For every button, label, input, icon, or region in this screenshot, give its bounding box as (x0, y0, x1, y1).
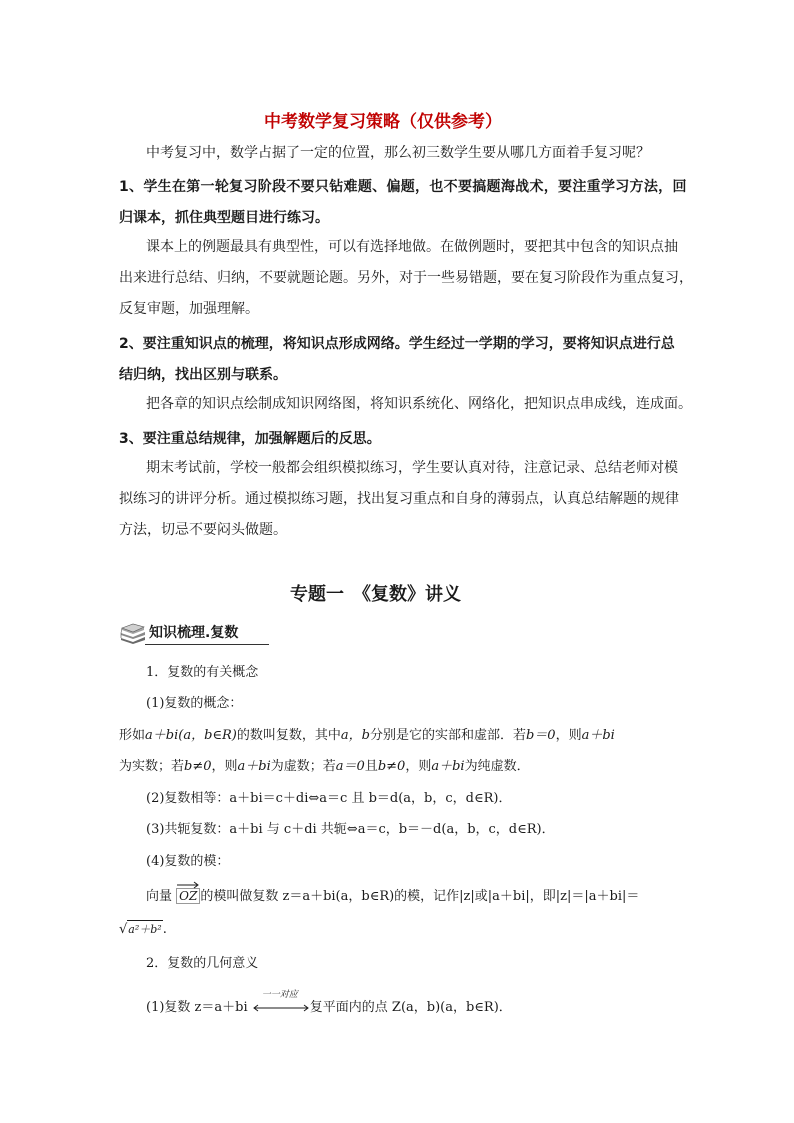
section-label: 知识梳理.复数 (149, 625, 239, 641)
text-span: ，则 (405, 759, 432, 774)
point-2-heading-line-1: 2、要注重知识点的梳理，将知识点形成网络。学生经过一学期的学习，要将知识点进行总 (119, 336, 675, 352)
concept-2: (2)复数相等：a＋bi＝c＋di⇔a＝c 且 b＝d(a，b，c，d∈R)． (146, 791, 512, 806)
math-span: b≠0 (377, 759, 406, 774)
modulus-sqrt-line (119, 920, 167, 937)
math-span: a＋bi (431, 759, 465, 774)
topic-title: 专题一 《复数》讲义 (290, 584, 461, 605)
text-span: 为实数；若 (119, 759, 185, 774)
heading-2: 2．复数的几何意义 (146, 956, 259, 971)
page-title: 中考数学复习策略（仅供参考） (264, 112, 502, 132)
text-span: 为纯虚数． (464, 759, 530, 774)
concept-3: (3)共轭复数：a＋bi 与 c＋di 共轭⇔a＝c，b＝－d(a，b，c，d∈R)． (146, 822, 555, 837)
point-1-body-line-2: 出来进行总结、归纳，不要就题论题。另外，对于一些易错题，要在复习阶段作为重点复习， (119, 270, 693, 286)
text-span: 为虚数；若 (270, 759, 336, 774)
correspondence-arrow (252, 989, 310, 1014)
intro-paragraph: 中考复习中，数学占据了一定的位置，那么初三数学生要从哪几方面着手复习呢？ (146, 145, 650, 161)
vector-arrow-icon (176, 881, 200, 889)
point-1-heading-line-2: 归课本，抓住典型题目进行练习。 (119, 210, 329, 226)
point-2-heading-line-2: 结归纳，找出区别与联系。 (119, 367, 287, 383)
concept-4-line (146, 885, 639, 904)
concept-4-label: (4)复数的模： (146, 854, 230, 869)
vector-oz (176, 887, 200, 903)
math-span: a，b (340, 728, 370, 743)
point-3-body-line-2: 拟练习的讲评分析。通过模拟练习题，找出复习重点和自身的薄弱点，认真总结解题的规律 (119, 491, 679, 507)
math-span: a＝0 (335, 759, 365, 774)
point-1-heading-line-1: 1、学生在第一轮复习阶段不要只钻难题、偏题，也不要搞题海战术，要注重学习方法，回 (119, 179, 687, 195)
point-3-body-line-3: 方法，切忌不要闷头做题。 (119, 522, 287, 538)
text-span: 向量 (146, 889, 173, 904)
concept-1-line-1 (119, 724, 615, 743)
math-span: b≠0 (184, 759, 212, 774)
vector-label: OZ (176, 888, 200, 904)
text-span: (1)复数 z＝a＋bi (146, 1000, 248, 1015)
section-underline (145, 644, 269, 645)
point-1-body-line-3: 反复审题，加强理解。 (119, 301, 259, 317)
heading-1: 1．复数的有关概念 (146, 665, 259, 680)
text-span: 的数叫复数，其中 (236, 728, 341, 743)
concept-1-line-2 (119, 755, 530, 774)
math-span: a＋bi(a，b∈R) (145, 728, 237, 743)
geometry-1-line (146, 989, 512, 1015)
text-span: 复平面内的点 Z(a，b)(a，b∈R)． (309, 1000, 512, 1015)
sqrt-icon: √ (119, 922, 128, 937)
math-span: a＋bi (237, 759, 271, 774)
text-span: ，则 (211, 759, 238, 774)
text-span: ，则 (555, 728, 582, 743)
text-span: 且 (364, 759, 378, 774)
sqrt-expression: a²＋b² (127, 920, 162, 937)
text-span: 的模叫做复数 z＝a＋bi(a，b∈R)的模，记作|z|或|a＋bi|，即|z|＝|a＋bi|＝ (200, 889, 640, 904)
point-1-body-line-1: 课本上的例题最具有典型性，可以有选择地做。在做例题时，要把其中包含的知识点抽 (146, 239, 678, 255)
point-2-body: 把各章的知识点绘制成知识网络图，将知识系统化、网络化，把知识点串成线，连成面。 (146, 396, 692, 412)
books-icon (119, 622, 147, 648)
text-span: 形如 (119, 728, 146, 743)
arrow-label: 一一对应 (261, 989, 298, 1000)
math-span: b＝0 (525, 728, 556, 743)
point-3-heading: 3、要注重总结规律，加强解题后的反思。 (119, 431, 381, 447)
text-span: . (162, 922, 167, 937)
text-span: 分别是它的实部和虚部．若 (369, 728, 526, 743)
concept-1-label: (1)复数的概念： (146, 696, 243, 711)
math-span: a＋bi (581, 728, 615, 743)
point-3-body-line-1: 期末考试前，学校一般都会组织模拟练习，学生要认真对待，注意记录、总结老师对模 (146, 460, 678, 476)
double-arrow-icon (252, 1002, 310, 1014)
